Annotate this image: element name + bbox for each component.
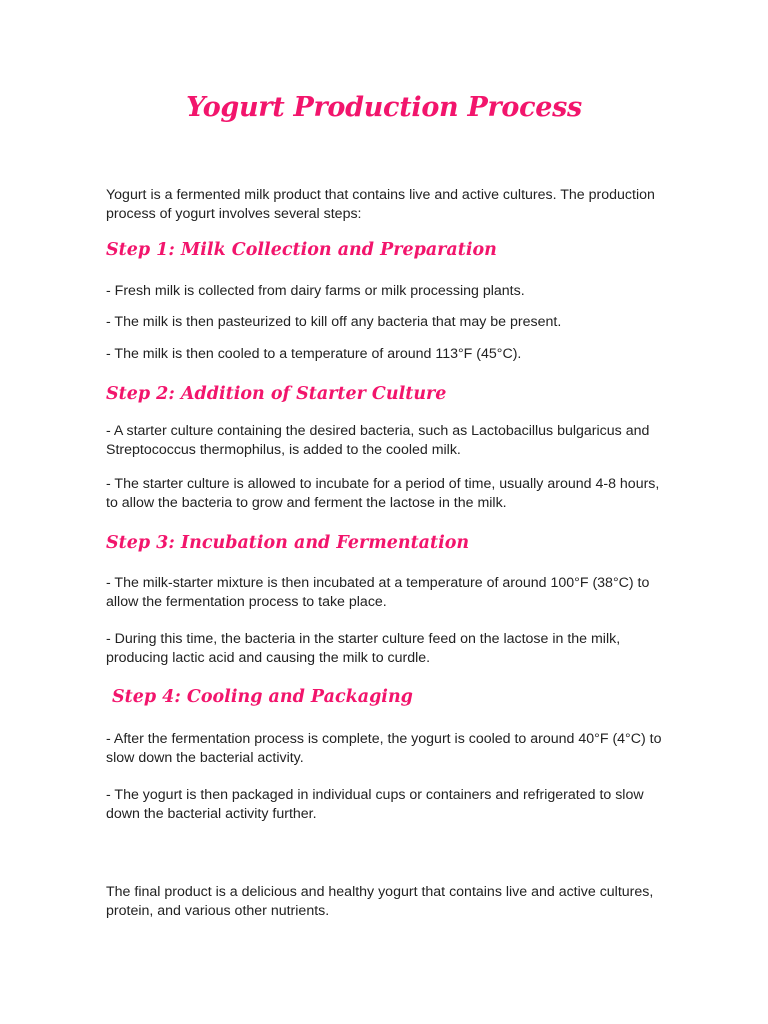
step-1-point-1: - Fresh milk is collected from dairy farms or milk processing plants. — [106, 283, 525, 299]
conclusion-paragraph: The final product is a delicious and healthy yogurt that contains live and active cultures, protein, and various other nutrients. — [106, 884, 654, 919]
page-title: Yogurt Production Process — [186, 92, 582, 123]
step-3-point-2: - During this time, the bacteria in the starter culture feed on the lactose in the milk, producing lactic acid and causing the milk to curdle. — [106, 631, 621, 666]
step-4-point-2: - The yogurt is then packaged in individual cups or containers and refrigerated to slow down the bacterial activity further. — [106, 787, 644, 822]
step-1-point-3: - The milk is then cooled to a temperature of around 113°F (45°C). — [106, 346, 522, 362]
step-2-point-2: - The starter culture is allowed to incubate for a period of time, usually around 4-8 hours, to allow the bacteria to grow and ferment the lactose in the milk. — [106, 476, 660, 511]
step-2-heading: Step 2: Addition of Starter Culture — [106, 384, 447, 404]
step-1-heading: Step 1: Milk Collection and Preparation — [106, 240, 497, 260]
intro-paragraph: Yogurt is a fermented milk product that contains live and active cultures. The production process of yogurt involves several steps: — [106, 187, 655, 222]
step-4-point-1: - After the fermentation process is complete, the yogurt is cooled to around 40°F (4°C) to slow down the bacterial activity. — [106, 731, 662, 766]
step-3-point-1: - The milk-starter mixture is then incubated at a temperature of around 100°F (38°C) to allow the fermentation process to take place. — [106, 575, 650, 610]
step-2-point-1: - A starter culture containing the desired bacteria, such as Lactobacillus bulgaricus and Streptococcus thermophilus, is added to the cooled milk. — [106, 423, 650, 458]
step-1-point-2: - The milk is then pasteurized to kill off any bacteria that may be present. — [106, 314, 562, 330]
step-3-heading: Step 3: Incubation and Fermentation — [106, 533, 470, 553]
step-4-heading: Step 4: Cooling and Packaging — [112, 687, 413, 707]
